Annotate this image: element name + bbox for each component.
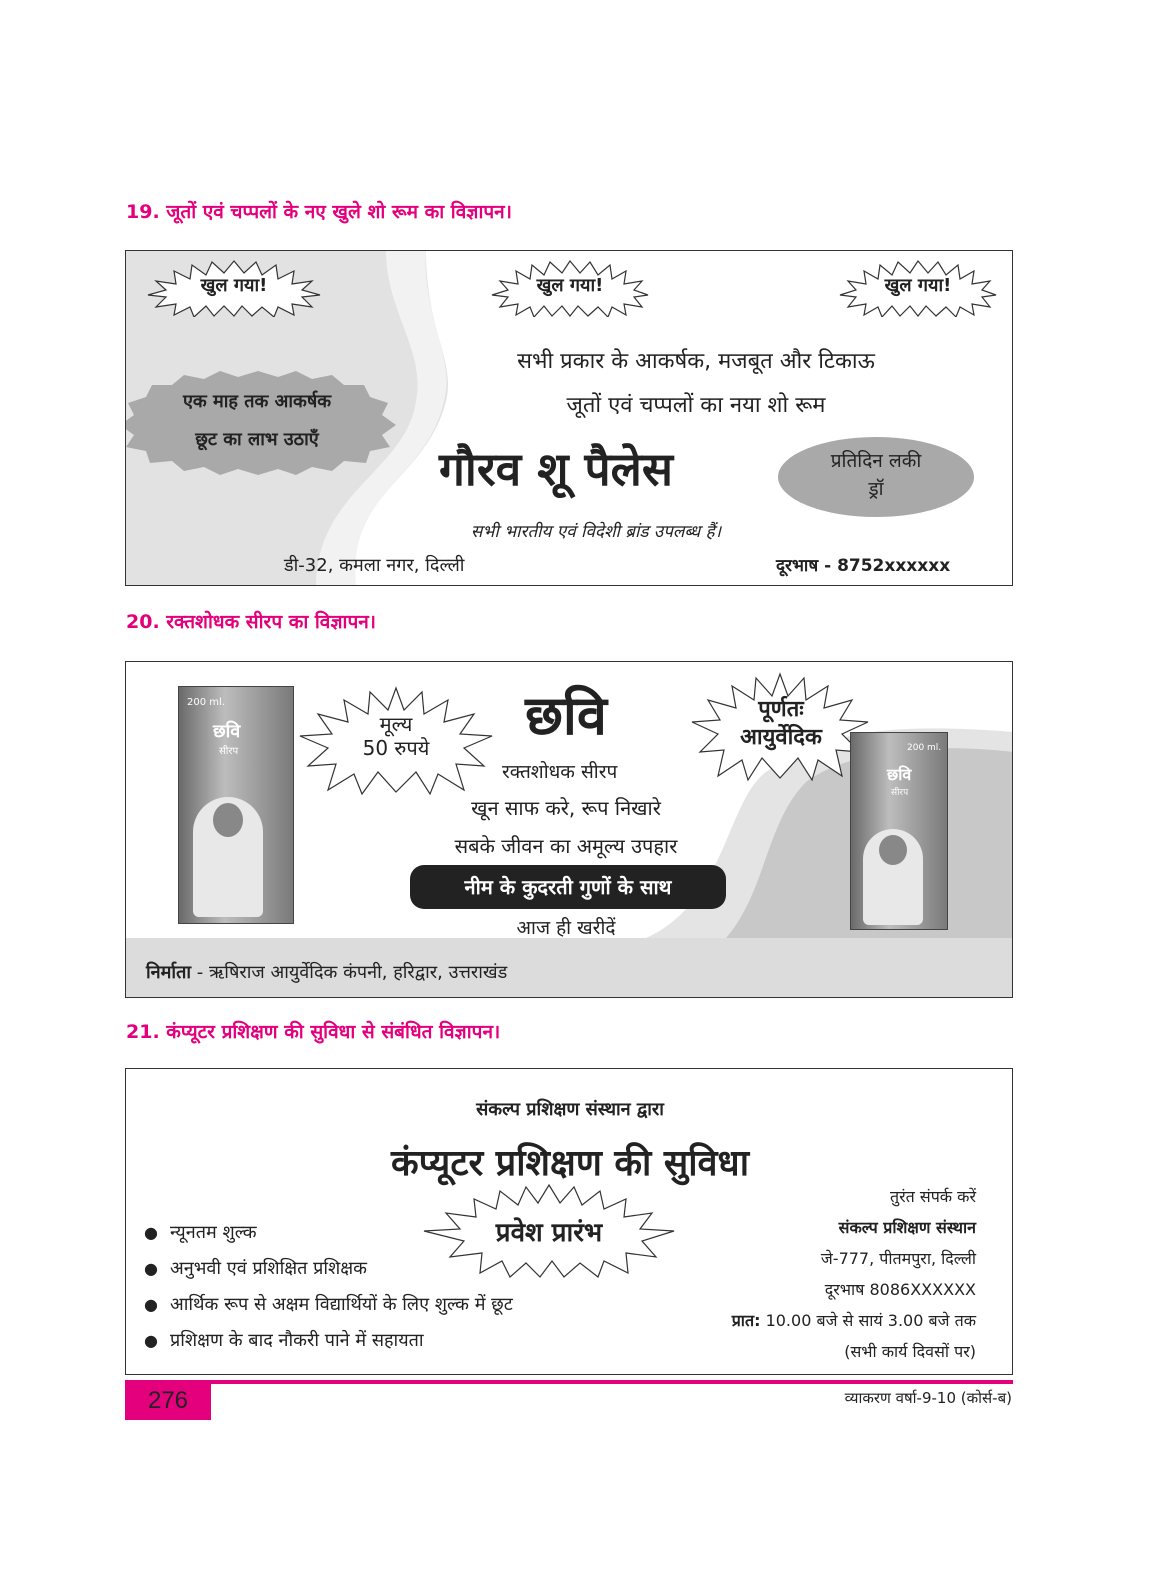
bottle-sub-right: सीरप xyxy=(891,788,909,798)
footer-rule xyxy=(125,1380,1013,1384)
contact-now: तुरंत संपर्क करें xyxy=(890,1187,976,1206)
shop-phone xyxy=(776,553,950,576)
bottle-sub: सीरप xyxy=(219,746,239,757)
syrup-bottle-image-right xyxy=(850,732,948,930)
offer-line1: एक माह तक आकर्षक xyxy=(182,391,332,412)
maker-label: निर्माता xyxy=(146,962,191,983)
shop-name: गौरव शू पैलेस xyxy=(439,442,673,496)
neem-banner: नीम के कुदरती गुणों के साथ xyxy=(410,865,726,909)
burst-open-mid: खुल गया! xyxy=(536,275,604,296)
ayurvedic-line1: पूर्णतः xyxy=(758,697,804,722)
maker-name: - ऋषिराज आयुर्वेदिक कंपनी, हरिद्वार, उत्तराखंड xyxy=(191,962,508,983)
shoe-tagline2: जूतों एवं चप्पलों का नया शो रूम xyxy=(566,393,826,418)
buy-today: आज ही खरीदें xyxy=(516,917,616,939)
price-text xyxy=(332,712,460,760)
list-item: ● अनुभवी एवं प्रशिक्षित प्रशिक्षक xyxy=(144,1251,513,1287)
shop-address: डी-32, कमला नगर, दिल्ली xyxy=(284,555,465,576)
training-title: कंप्यूटर प्रशिक्षण की सुविधा xyxy=(390,1143,750,1184)
manufacturer xyxy=(146,960,507,984)
price-line2: 50 रुपये xyxy=(362,736,430,760)
timing-hours: 10.00 बजे से सायं 3.00 बजे तक xyxy=(760,1311,976,1330)
list-item: ● न्यूनतम शुल्क xyxy=(144,1215,513,1251)
page-number: 276 xyxy=(125,1382,211,1420)
feature-list xyxy=(144,1215,513,1359)
price-line1: मूल्य xyxy=(379,712,413,736)
contact-timing xyxy=(732,1305,976,1336)
computer-training-ad xyxy=(125,1068,1013,1375)
ayurvedic-text xyxy=(706,696,856,752)
lucky-line1: प्रतिदिन लकी xyxy=(830,450,922,472)
admission-open: प्रवेश प्रारंभ xyxy=(495,1218,603,1248)
model-figure-icon xyxy=(193,797,263,917)
phone-label: दूरभाष xyxy=(776,556,819,576)
contact-name: संकल्प प्रशिक्षण संस्थान xyxy=(838,1218,976,1237)
shoe-showroom-ad xyxy=(125,250,1013,586)
brands-available: सभी भारतीय एवं विदेशी ब्रांड उपलब्ध हैं। xyxy=(470,522,722,542)
bottle-brand-right: छवि xyxy=(887,765,912,784)
offer-line2: छूट का लाभ उठाएँ xyxy=(195,429,319,450)
contact-block xyxy=(732,1181,976,1367)
ayurvedic-line2: आयुर्वेदिक xyxy=(740,725,822,750)
syrup-line2: खून साफ करे, रूप निखारे xyxy=(471,796,661,820)
syrup-bottle-image xyxy=(178,686,294,924)
q20-heading: 20. रक्तशोधक सीरप का विज्ञापन। xyxy=(126,611,376,633)
phone-number: - 8752xxxxxx xyxy=(818,556,951,576)
syrup-brand: छवि xyxy=(525,683,607,747)
syrup-line3: सबके जीवन का अमूल्य उपहार xyxy=(454,834,678,858)
q21-heading: 21. कंप्यूटर प्रशिक्षण की सुविधा से संबंधित विज्ञापन। xyxy=(126,1021,501,1043)
q19-heading: 19. जूतों एवं चप्पलों के नए खुले शो रूम का विज्ञापन। xyxy=(126,201,512,223)
bottle-volume: 200 ml. xyxy=(187,697,225,708)
burst-open-left: खुल गया! xyxy=(200,275,268,296)
contact-address: जे-777, पीतमपुरा, दिल्ली xyxy=(820,1249,976,1268)
syrup-ad xyxy=(125,661,1013,998)
contact-phone: दूरभाष 8086XXXXXX xyxy=(824,1280,976,1299)
bottle-volume-right: 200 ml. xyxy=(907,743,942,753)
bottle-brand: छवि xyxy=(213,721,241,742)
lucky-line2: ड्रॉ xyxy=(868,478,884,500)
timing-label: प्रात: xyxy=(731,1311,761,1330)
lucky-draw-text xyxy=(780,447,972,503)
list-item: ● आर्थिक रूप से अक्षम विद्यार्थियों के लिए शुल्क में छूट xyxy=(144,1287,513,1323)
institute-by: संकल्प प्रशिक्षण संस्थान द्वारा xyxy=(476,1099,664,1120)
model-figure-icon xyxy=(863,829,923,925)
shoe-tagline1: सभी प्रकार के आकर्षक, मजबूत और टिकाऊ xyxy=(517,349,875,374)
book-title: व्याकरण वर्षा-9-10 (कोर्स-ब) xyxy=(844,1389,1012,1407)
offer-text xyxy=(132,383,382,459)
burst-open-right: खुल गया! xyxy=(884,275,952,296)
list-item: ● प्रशिक्षण के बाद नौकरी पाने में सहायता xyxy=(144,1323,513,1359)
syrup-line1: रक्तशोधक सीरप xyxy=(502,761,618,783)
contact-days: (सभी कार्य दिवसों पर) xyxy=(844,1342,976,1361)
